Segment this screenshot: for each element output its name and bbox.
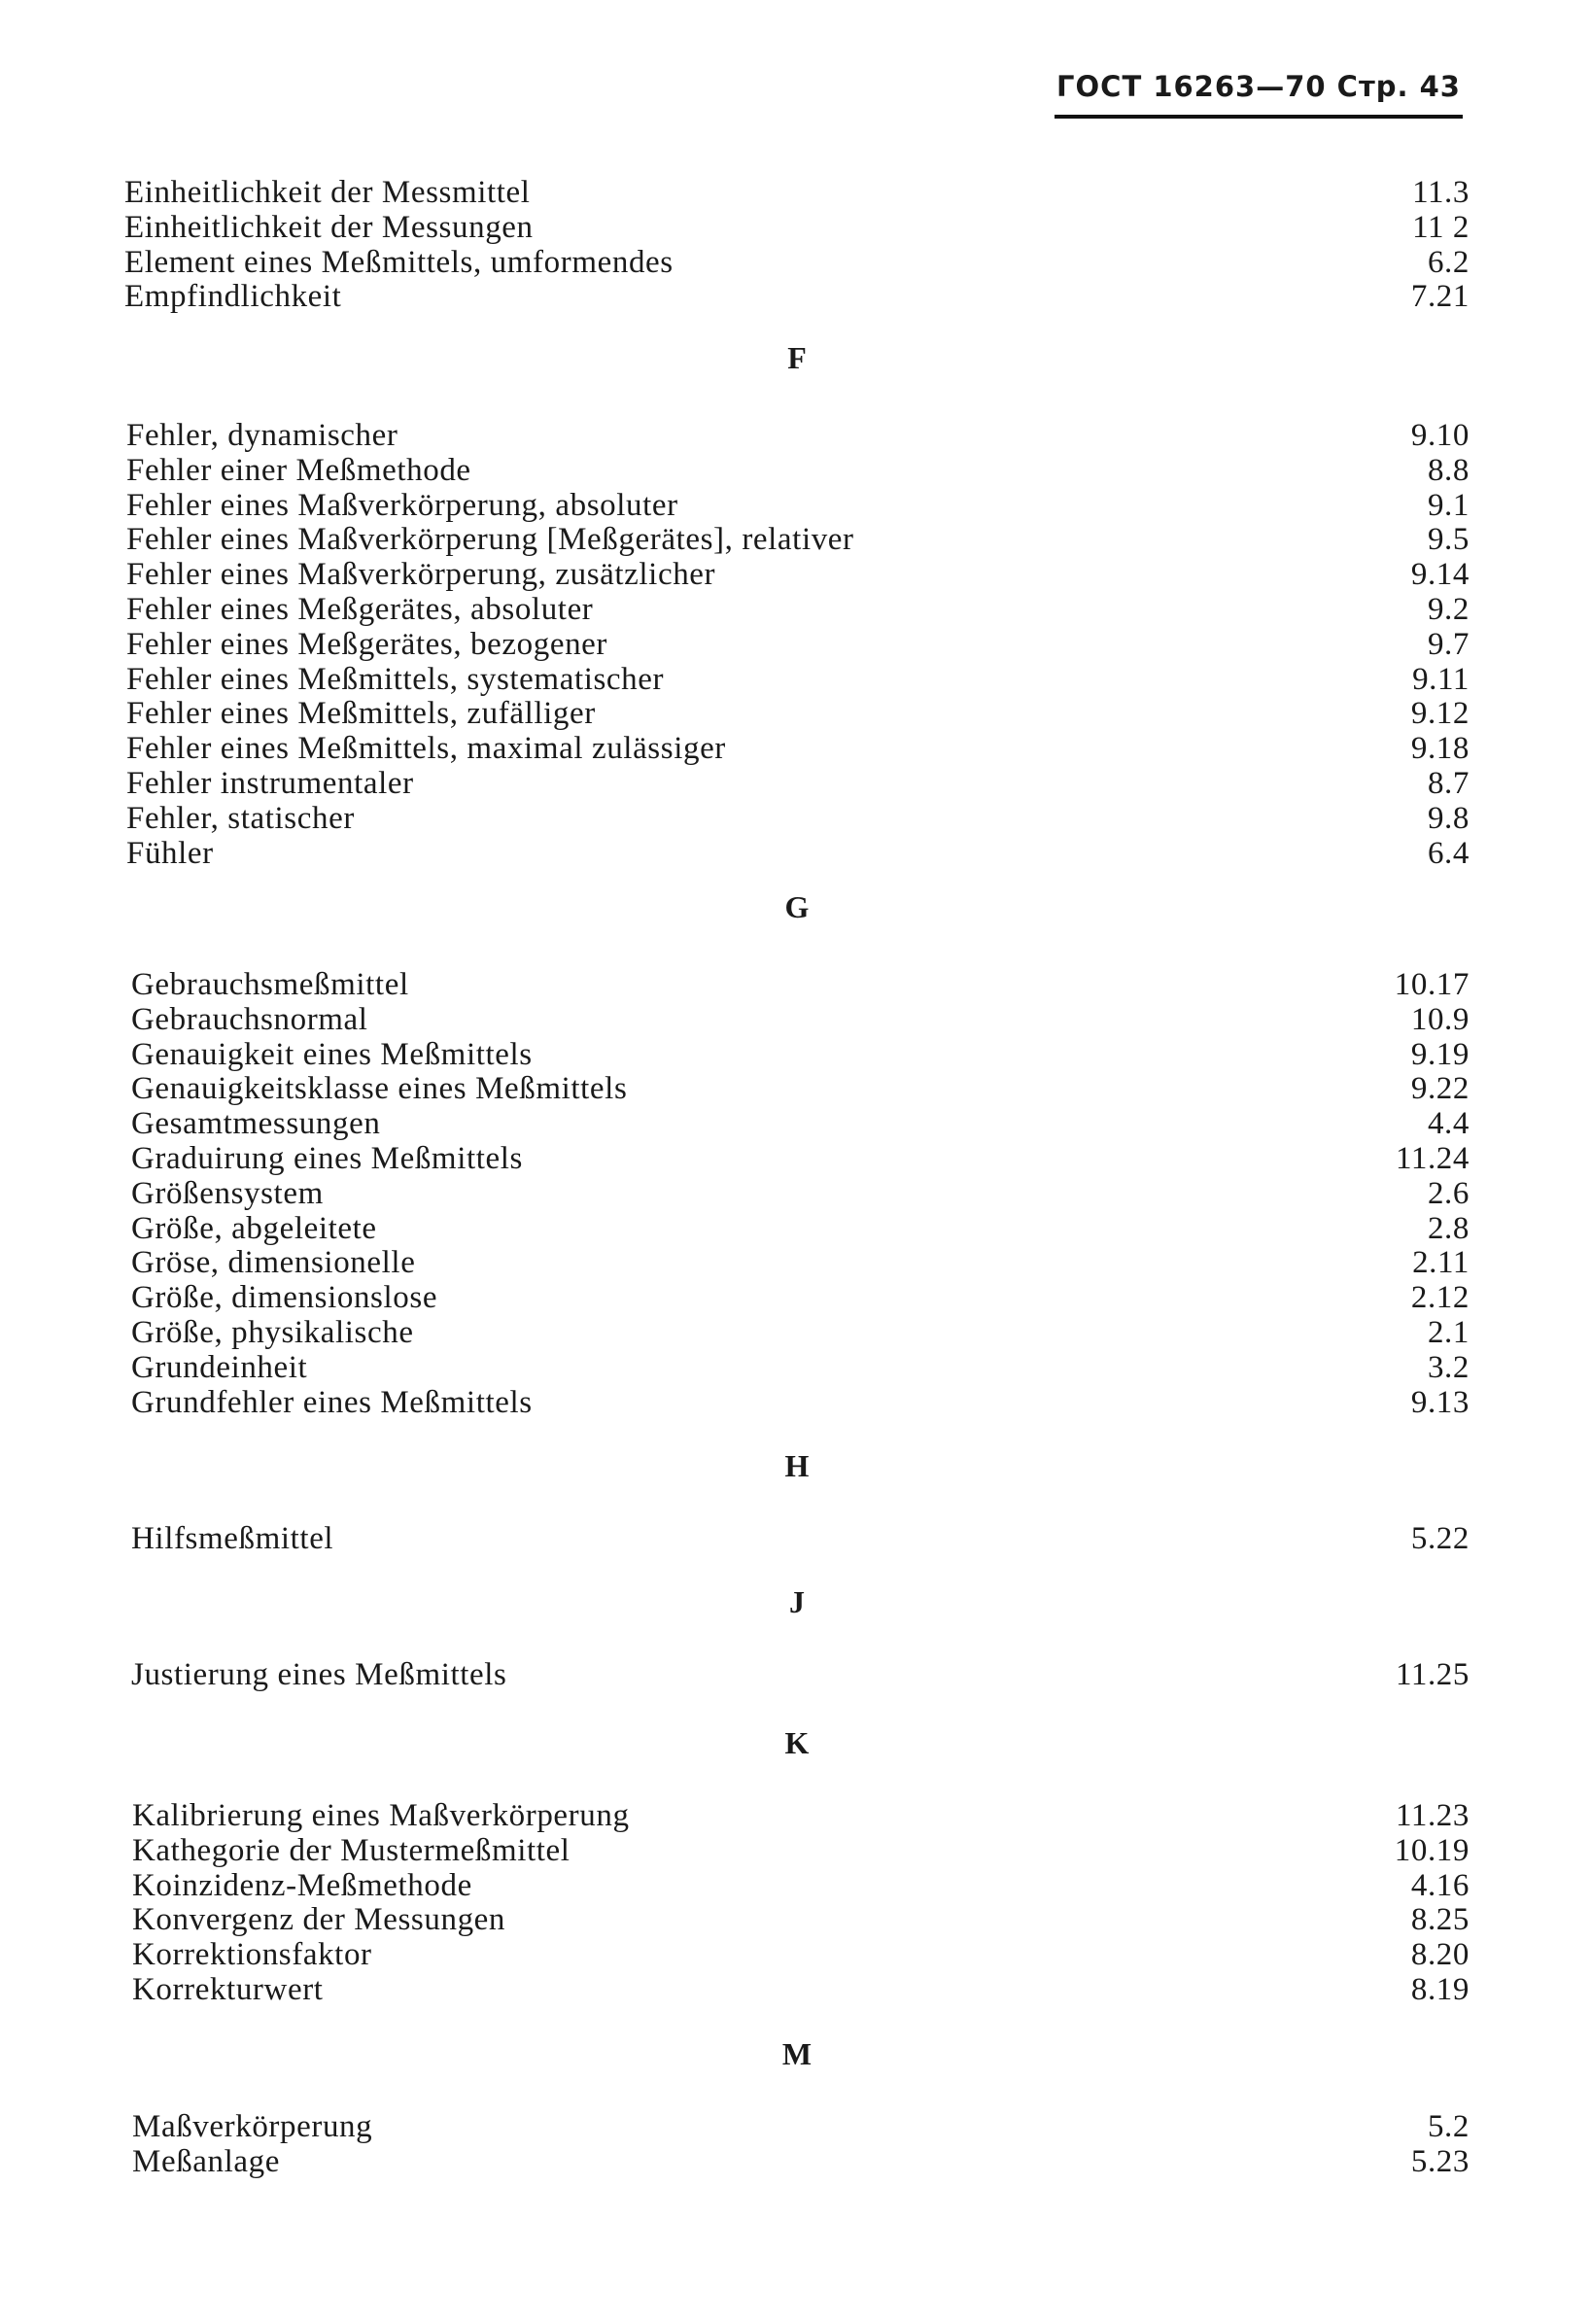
entry-ref-box	[1263, 1211, 1470, 1246]
entry-term: Koinzidenz-Meßmethode	[132, 1867, 472, 1903]
section-letter: F	[787, 340, 807, 375]
entry-ref-box	[1263, 1176, 1470, 1211]
entry-term: Fehler eines Maßverkörperung [Meßgerätes], relativer	[126, 522, 854, 558]
index-entry	[0, 245, 1591, 280]
entry-ref: 11.25	[1395, 1657, 1470, 1692]
entry-ref-box	[1263, 1657, 1470, 1692]
entry-term: Fehler eines Meßmittels, maximal zulässiger	[126, 731, 726, 767]
index-entry	[0, 696, 1591, 731]
entry-ref-box	[1263, 1937, 1470, 1972]
index-entry	[0, 1176, 1591, 1211]
index-entry	[0, 1245, 1591, 1280]
entry-term: Fehler instrumentaler	[126, 766, 414, 801]
index-entry	[0, 1280, 1591, 1315]
entry-term: Fehler, statischer	[126, 800, 355, 836]
entry-ref-box	[1263, 175, 1470, 210]
entry-ref-box	[1263, 836, 1470, 871]
entry-term: Kalibrierung eines Maßverkörperung	[132, 1798, 630, 1833]
index-entry	[0, 2109, 1591, 2144]
entry-term: Gesamtmessungen	[131, 1106, 381, 1142]
entry-ref: 2.6	[1427, 1175, 1470, 1211]
entry-ref: 5.23	[1410, 2143, 1470, 2179]
entry-ref: 8.20	[1410, 1937, 1470, 1973]
entry-ref: 9.5	[1427, 522, 1470, 558]
index-entry	[0, 1521, 1591, 1556]
entry-term: Fehler eines Meßgerätes, bezogener	[126, 626, 608, 662]
entry-ref: 8.25	[1410, 1902, 1470, 1938]
entry-ref: 4.16	[1410, 1867, 1470, 1903]
index-entry	[0, 1002, 1591, 1037]
entry-term: Einheitlichkeit der Messmittel	[124, 175, 531, 210]
entry-ref-box	[1263, 2109, 1470, 2144]
entry-term: Fühler	[126, 835, 214, 871]
entry-ref: 7.21	[1410, 279, 1470, 315]
entry-term: Größe, dimensionslose	[131, 1280, 438, 1316]
entry-term: Kathegorie der Mustermeßmittel	[132, 1832, 571, 1868]
index-entry	[0, 731, 1591, 766]
entry-ref: 11.23	[1395, 1798, 1470, 1833]
entry-ref: 9.10	[1410, 418, 1470, 453]
index-entry	[0, 1037, 1591, 1072]
entry-ref-box	[1263, 1798, 1470, 1833]
entry-ref-box	[1263, 1833, 1470, 1868]
entry-ref-box	[1263, 592, 1470, 627]
entry-term: Fehler, dynamischer	[126, 418, 398, 453]
entry-ref-box	[1263, 1280, 1470, 1315]
entry-ref-box	[1263, 1902, 1470, 1937]
entry-ref-box	[1263, 418, 1470, 453]
entry-ref-box	[1263, 453, 1470, 488]
entry-term: Hilfsmeßmittel	[131, 1521, 334, 1556]
entry-term: Gröse, dimensionelle	[131, 1245, 416, 1281]
index-entry	[0, 1211, 1591, 1246]
entry-term: Element eines Meßmittels, umformendes	[124, 244, 674, 280]
entry-term: Größe, abgeleitete	[131, 1210, 377, 1246]
index-entry	[0, 801, 1591, 836]
entry-term: Grundfehler eines Meßmittels	[131, 1384, 533, 1420]
index-entry	[0, 627, 1591, 662]
entry-term: Genauigkeit eines Meßmittels	[131, 1036, 533, 1072]
entry-ref: 8.8	[1427, 452, 1470, 488]
entry-term: Fehler eines Maßverkörperung, absoluter	[126, 487, 678, 523]
entry-ref: 6.4	[1427, 835, 1470, 871]
entry-ref: 2.1	[1427, 1315, 1470, 1350]
index-entry	[0, 1972, 1591, 2007]
index-entry	[0, 522, 1591, 557]
index-entry	[0, 1385, 1591, 1420]
index-entry	[0, 279, 1591, 314]
entry-ref: 9.22	[1410, 1071, 1470, 1107]
entry-ref-box	[1263, 967, 1470, 1002]
entry-term: Gebrauchsnormal	[131, 1001, 368, 1037]
index-entry	[0, 453, 1591, 488]
entry-term: Genauigkeitsklasse eines Meßmittels	[131, 1071, 628, 1107]
entry-ref: 9.11	[1412, 661, 1470, 697]
entry-term: Gebrauchsmeßmittel	[131, 967, 409, 1002]
section-letter: J	[789, 1584, 805, 1619]
index-entry	[0, 1657, 1591, 1692]
entry-ref-box	[1263, 662, 1470, 697]
section-letter: G	[784, 889, 810, 924]
entry-ref-box	[1263, 731, 1470, 766]
index-entry	[0, 662, 1591, 697]
entry-ref-box	[1263, 522, 1470, 557]
entry-ref-box	[1263, 1245, 1470, 1280]
entry-term: Fehler eines Meßmittels, systematischer	[126, 661, 665, 697]
page-header	[1055, 70, 1463, 119]
entry-ref: 9.18	[1410, 731, 1470, 767]
index-entry	[0, 2144, 1591, 2179]
index-entry	[0, 1350, 1591, 1385]
entry-ref: 2.11	[1412, 1245, 1470, 1281]
entry-ref: 11.3	[1412, 175, 1470, 210]
entry-ref-box	[1263, 210, 1470, 245]
entry-ref-box	[1263, 766, 1470, 801]
entry-ref-box	[1263, 488, 1470, 523]
entry-ref-box	[1263, 627, 1470, 662]
entry-ref: 9.1	[1427, 487, 1470, 523]
entry-ref: 9.19	[1410, 1036, 1470, 1072]
entry-term: Fehler eines Meßmittels, zufälliger	[126, 696, 596, 732]
entry-ref: 6.2	[1427, 244, 1470, 280]
entry-term: Fehler einer Meßmethode	[126, 452, 471, 488]
entry-ref: 9.7	[1427, 626, 1470, 662]
entry-ref-box	[1263, 1071, 1470, 1106]
entry-term: Fehler eines Meßgerätes, absoluter	[126, 592, 594, 627]
section-letter: M	[781, 2036, 813, 2071]
entry-ref-box	[1263, 1521, 1470, 1556]
entry-ref: 10.19	[1394, 1832, 1470, 1868]
entry-ref-box	[1263, 557, 1470, 592]
entry-ref-box	[1263, 1141, 1470, 1176]
entry-term: Korrekturwert	[132, 1972, 324, 2007]
entry-ref: 2.12	[1410, 1280, 1470, 1316]
entry-ref-box	[1263, 801, 1470, 836]
entry-ref: 9.12	[1410, 696, 1470, 732]
entry-ref: 10.17	[1394, 967, 1470, 1002]
entry-ref-box	[1263, 1106, 1470, 1141]
entry-ref: 5.22	[1410, 1521, 1470, 1556]
entry-term: Fehler eines Maßverkörperung, zusätzlicher	[126, 557, 716, 593]
entry-ref: 5.2	[1427, 2109, 1470, 2144]
entry-ref: 9.13	[1410, 1384, 1470, 1420]
entry-ref: 9.2	[1427, 592, 1470, 627]
entry-ref-box	[1263, 1385, 1470, 1420]
entry-ref-box	[1263, 1868, 1470, 1903]
header-text: ГОСТ 16263—70 Стр. 43	[1056, 70, 1461, 103]
entry-term: Meßanlage	[132, 2143, 280, 2179]
entry-term: Konvergenz der Messungen	[132, 1902, 506, 1938]
index-entry	[0, 488, 1591, 523]
entry-term: Justierung eines Meßmittels	[131, 1657, 507, 1692]
index-entry	[0, 1902, 1591, 1937]
entry-ref-box	[1263, 1037, 1470, 1072]
entry-ref-box	[1263, 1002, 1470, 1037]
index-entry	[0, 1315, 1591, 1350]
entry-term: Größensystem	[131, 1175, 324, 1211]
index-entry	[0, 592, 1591, 627]
index-entry	[0, 557, 1591, 592]
entry-ref: 2.8	[1427, 1210, 1470, 1246]
entry-term: Einheitlichkeit der Messungen	[124, 209, 534, 245]
section-letter: K	[784, 1725, 810, 1760]
index-entry	[0, 766, 1591, 801]
entry-ref: 8.7	[1427, 766, 1470, 801]
index-entry	[0, 1937, 1591, 1972]
entry-ref: 3.2	[1427, 1349, 1470, 1385]
entry-ref-box	[1263, 696, 1470, 731]
index-entry	[0, 210, 1591, 245]
index-entry	[0, 1141, 1591, 1176]
index-entry	[0, 175, 1591, 210]
entry-ref-box	[1263, 2144, 1470, 2179]
entry-ref: 4.4	[1427, 1106, 1470, 1142]
index-entry	[0, 836, 1591, 871]
entry-ref-box	[1263, 245, 1470, 280]
index-entry	[0, 1798, 1591, 1833]
entry-ref-box	[1263, 1972, 1470, 2007]
entry-term: Korrektionsfaktor	[132, 1937, 372, 1973]
entry-ref: 9.8	[1427, 800, 1470, 836]
entry-term: Größe, physikalische	[131, 1315, 414, 1350]
entry-ref: 10.9	[1410, 1001, 1470, 1037]
entry-ref-box	[1263, 1350, 1470, 1385]
entry-ref-box	[1263, 1315, 1470, 1350]
index-entry	[0, 967, 1591, 1002]
entry-ref-box	[1263, 279, 1470, 314]
entry-term: Grundeinheit	[131, 1349, 308, 1385]
index-entry	[0, 1071, 1591, 1106]
index-entry	[0, 1106, 1591, 1141]
entry-term: Graduirung eines Meßmittels	[131, 1141, 523, 1176]
entry-term: Maßverkörperung	[132, 2109, 373, 2144]
index-entry	[0, 1868, 1591, 1903]
index-entry	[0, 1833, 1591, 1868]
entry-ref: 11.24	[1395, 1141, 1470, 1176]
entry-term: Empfindlichkeit	[124, 279, 342, 315]
entry-ref: 11 2	[1412, 209, 1470, 245]
index-entry	[0, 418, 1591, 453]
section-letter: H	[784, 1448, 810, 1483]
entry-ref: 8.19	[1410, 1972, 1470, 2007]
entry-ref: 9.14	[1410, 557, 1470, 593]
